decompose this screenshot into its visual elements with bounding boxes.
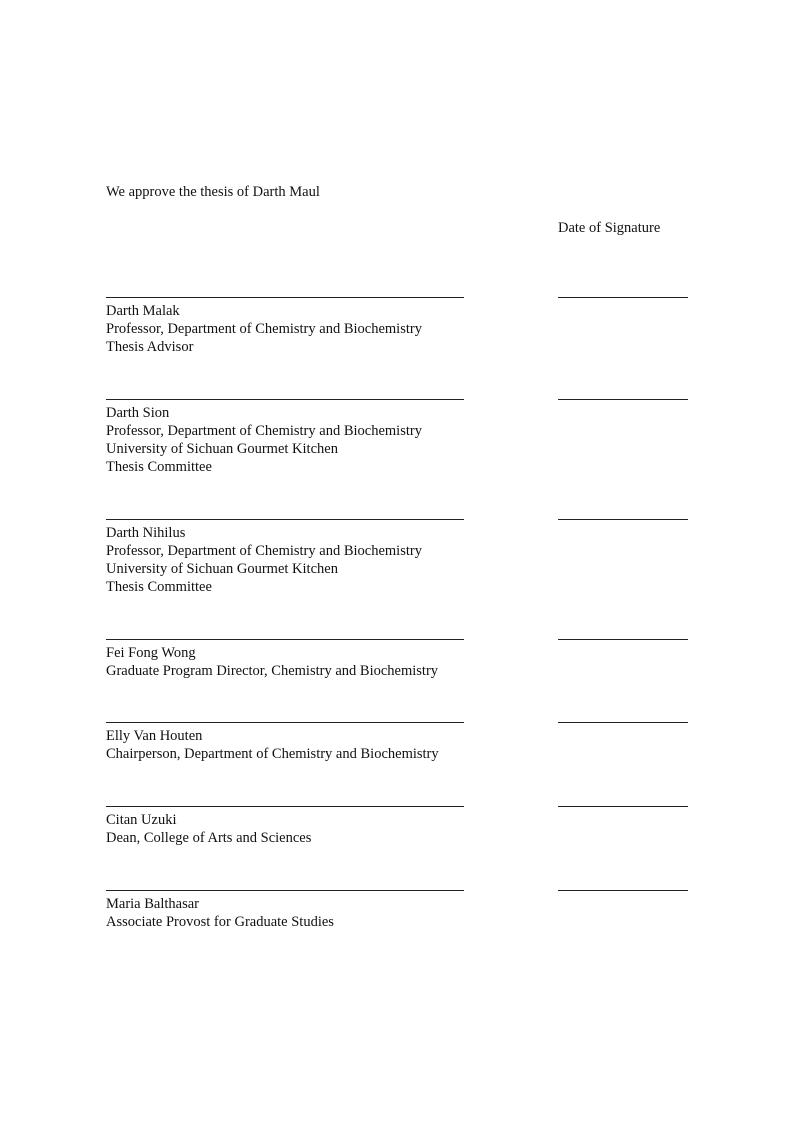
date-of-signature-header: Date of Signature [558, 220, 661, 236]
date-line[interactable] [558, 722, 688, 723]
signatory-info [106, 524, 422, 596]
signature-line[interactable] [106, 297, 464, 298]
signatory-role: Thesis Committee [106, 459, 212, 475]
date-line[interactable] [558, 297, 688, 298]
date-line[interactable] [558, 399, 688, 400]
date-line[interactable] [558, 806, 688, 807]
signatory-name: Elly Van Houten [106, 728, 203, 744]
signatory-name: Maria Balthasar [106, 896, 200, 912]
signatory-title: Chairperson, Department of Chemistry and Biochemistry [106, 746, 439, 762]
signature-line[interactable] [106, 806, 464, 807]
signatory-info [106, 727, 439, 763]
signatory-info [106, 404, 422, 476]
signatory-title: Professor, Department of Chemistry and Biochemistry [106, 321, 422, 337]
signatory-title: Associate Provost for Graduate Studies [106, 914, 334, 930]
signature-line[interactable] [106, 639, 464, 640]
signatory-role: Thesis Committee [106, 579, 212, 595]
signatory-info [106, 811, 311, 847]
signatory-name: Darth Malak [106, 303, 180, 319]
signatory-affiliation: University of Sichuan Gourmet Kitchen [106, 441, 338, 457]
signatory-info [106, 644, 438, 680]
signatory-name: Darth Sion [106, 405, 170, 421]
signatory-name: Fei Fong Wong [106, 645, 196, 661]
signatory-title: Professor, Department of Chemistry and Biochemistry [106, 423, 422, 439]
signatory-role: Thesis Advisor [106, 339, 194, 355]
signatory-info [106, 895, 334, 931]
signature-line[interactable] [106, 890, 464, 891]
signatory-name: Darth Nihilus [106, 525, 186, 541]
signatory-affiliation: University of Sichuan Gourmet Kitchen [106, 561, 338, 577]
signature-line[interactable] [106, 519, 464, 520]
signature-line[interactable] [106, 399, 464, 400]
date-line[interactable] [558, 519, 688, 520]
signatory-info [106, 302, 422, 356]
date-line[interactable] [558, 890, 688, 891]
signatory-title: Graduate Program Director, Chemistry and Biochemistry [106, 663, 439, 679]
signatory-title: Professor, Department of Chemistry and Biochemistry [106, 543, 422, 559]
signatory-title: Dean, College of Arts and Sciences [106, 830, 312, 846]
approval-statement: We approve the thesis of Darth Maul [106, 184, 320, 200]
signatory-name: Citan Uzuki [106, 812, 177, 828]
signature-line[interactable] [106, 722, 464, 723]
date-line[interactable] [558, 639, 688, 640]
